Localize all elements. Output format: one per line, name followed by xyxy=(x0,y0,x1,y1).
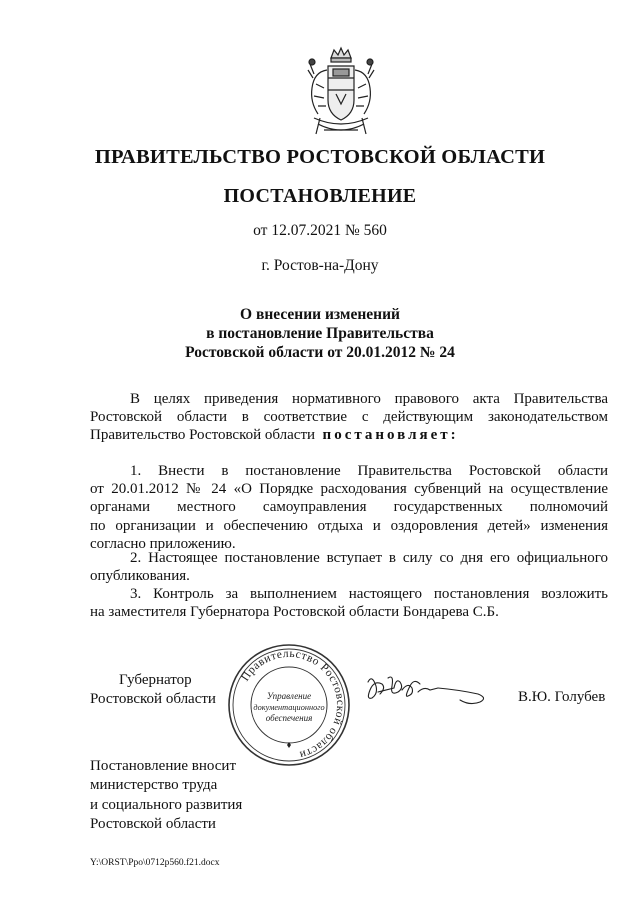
preamble-paragraph xyxy=(90,390,608,445)
document-title-line: Ростовской области от 20.01.2012 № 24 xyxy=(185,344,455,361)
coat-of-arms-icon xyxy=(300,44,382,144)
document-title-line: в постановление Правительства xyxy=(206,325,434,342)
submitter-block xyxy=(90,757,242,834)
submitter-line: Ростовской области xyxy=(90,815,216,832)
stamp-ring-text: Правительство Ростовской области xyxy=(239,647,347,761)
preamble-last-line: Правительство Ростовской области xyxy=(90,427,316,444)
document-title-line: О внесении изменений xyxy=(240,306,400,323)
preamble-line xyxy=(90,426,608,444)
submitter-line: министерство труда xyxy=(90,777,218,794)
item-line: 1. Внести в постановление Правительства Ростовской области xyxy=(130,463,608,479)
authority-name: ПРАВИТЕЛЬСТВО РОСТОВСКОЙ ОБЛАСТИ xyxy=(94,146,546,168)
round-official-stamp xyxy=(227,643,351,767)
handwritten-signature xyxy=(360,668,500,714)
item-line: по организации и обеспечению отдыха и оздоровления детей» изменения xyxy=(90,517,608,534)
signatory-title xyxy=(90,671,216,709)
item-line: на заместителя Губернатора Ростовской области Бондарева С.Б. xyxy=(90,604,499,621)
stamp-inner-line: обеспечения xyxy=(265,713,313,723)
submitter-line: Постановление вносит xyxy=(90,758,237,774)
document-type: ПОСТАНОВЛЕНИЕ xyxy=(223,185,417,207)
date-and-number: от 12.07.2021 № 560 xyxy=(253,222,387,239)
item-line: опубликования. xyxy=(90,568,190,585)
stamp-inner-line: документационного xyxy=(253,703,325,712)
preamble-line: В целях приведения нормативного правового акта Правительства xyxy=(130,391,608,407)
signatory-title-line: Губернатор xyxy=(119,672,192,688)
item-line: 3. Контроль за выполнением настоящего постановления возложить xyxy=(130,586,608,602)
stamp-inner-line: Управление xyxy=(266,691,312,701)
signatory-name: В.Ю. Голубев xyxy=(518,689,606,705)
submitter-line: и социального развития xyxy=(90,796,243,813)
item-line: от 20.01.2012 № 24 «О Порядке расходования субвенций на осуществление xyxy=(90,481,608,498)
item-2-paragraph xyxy=(90,549,608,585)
city: г. Ростов-на-Дону xyxy=(261,257,379,274)
signatory-title-line: Ростовской области xyxy=(90,691,216,707)
decree-word: постановляет: xyxy=(322,427,459,444)
item-line: согласно приложению. xyxy=(90,535,236,552)
item-3-paragraph xyxy=(90,585,608,621)
item-line: органами местного самоуправления государственных полномочий xyxy=(90,499,608,516)
item-line: 2. Настоящее постановление вступает в силу со дня его официального xyxy=(130,550,608,566)
file-path: Y:\ORST\Ppo\0712p560.f21.docx xyxy=(90,858,220,868)
preamble-line: Ростовской области в соответствие с действующим законодательством xyxy=(90,409,608,426)
item-1-paragraph xyxy=(90,462,608,553)
